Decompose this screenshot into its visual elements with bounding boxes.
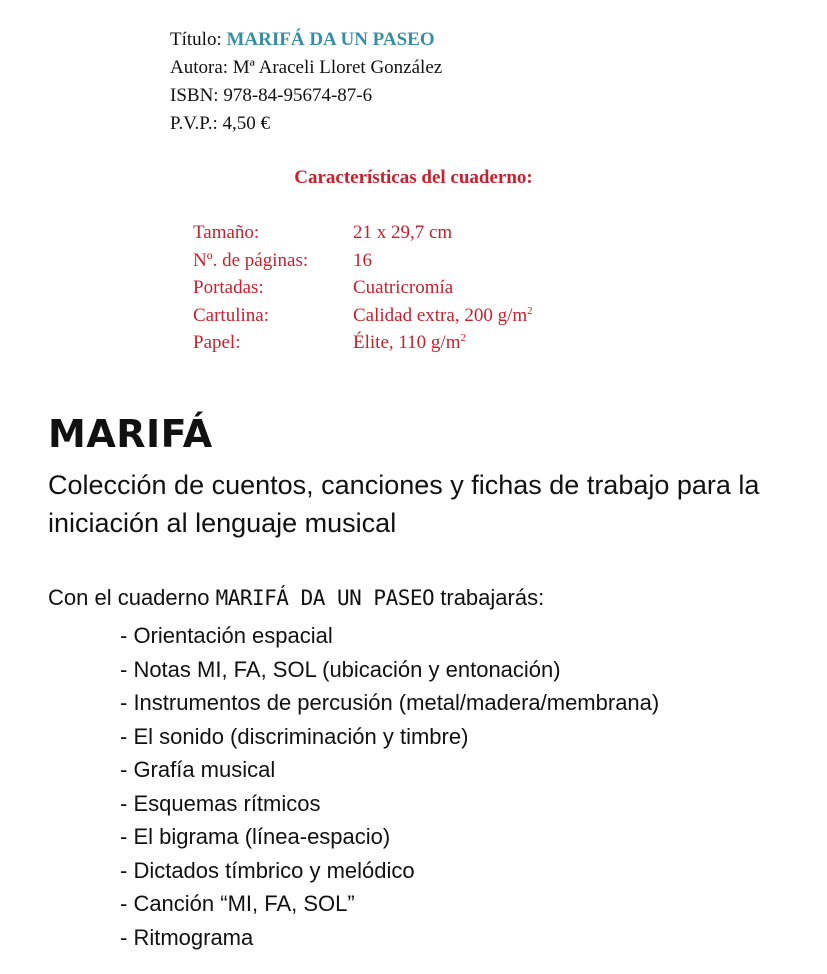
title-line (170, 26, 442, 54)
isbn-line: ISBN: 978-84-95674-87-6 (170, 85, 373, 106)
list-item: - Esquemas rítmicos (120, 790, 321, 816)
superscript: 2 (460, 332, 466, 344)
list-item: - Instrumentos de percusión (metal/madera/membrana) (120, 690, 660, 715)
list-item: - Dictados tímbrico y melódico (120, 857, 415, 883)
feature-row (193, 219, 533, 247)
feature-value: Élite, 110 g/m (353, 332, 461, 353)
series-subtitle: Colección de cuentos, canciones y fichas de trabajo para la iniciación al lenguaje musical (48, 470, 760, 538)
book-title: MARIFÁ DA UN PASEO (226, 29, 435, 50)
series-title: MARIFÁ (48, 412, 213, 456)
book-info (170, 26, 442, 138)
list-item: - Grafía musical (120, 757, 276, 782)
feature-value: Calidad extra, 200 g/m (353, 304, 528, 326)
intro-before: Con el cuaderno (48, 585, 216, 610)
feature-row (193, 247, 533, 275)
intro-line (48, 585, 544, 611)
intro-book-name: MARIFÁ DA UN PASEO (215, 586, 435, 610)
feature-value: 16 (353, 249, 372, 271)
author-line: Autora: Mª Araceli Lloret González (170, 57, 443, 78)
intro-after: trabajarás: (434, 585, 545, 610)
feature-label: Nº. de páginas: (193, 249, 309, 271)
feature-label: Cartulina: (193, 304, 269, 326)
title-label: Título: (170, 29, 227, 50)
feature-value: 21 x 29,7 cm (353, 222, 453, 243)
superscript: 2 (527, 304, 533, 317)
feature-label: Tamaño: (193, 222, 260, 243)
list-item: - Orientación espacial (120, 623, 333, 648)
features-table (193, 219, 533, 357)
feature-row (193, 274, 533, 302)
list-item: - El bigrama (línea-espacio) (120, 824, 391, 849)
list-item: - Ritmograma (120, 924, 254, 950)
feature-label: Portadas: (193, 277, 264, 298)
feature-row (193, 302, 533, 330)
features-heading: Características del cuaderno: (294, 167, 533, 188)
feature-label: Papel: (193, 332, 241, 353)
price-line: P.V.P.: 4,50 € (170, 113, 270, 134)
topics-list (120, 619, 659, 954)
list-item: - Notas MI, FA, SOL (ubicación y entonación) (120, 656, 561, 682)
list-item: - El sonido (discriminación y timbre) (120, 723, 469, 749)
feature-row (193, 329, 533, 357)
list-item: - Canción “MI, FA, SOL” (120, 891, 355, 916)
feature-value: Cuatricromía (353, 277, 454, 298)
